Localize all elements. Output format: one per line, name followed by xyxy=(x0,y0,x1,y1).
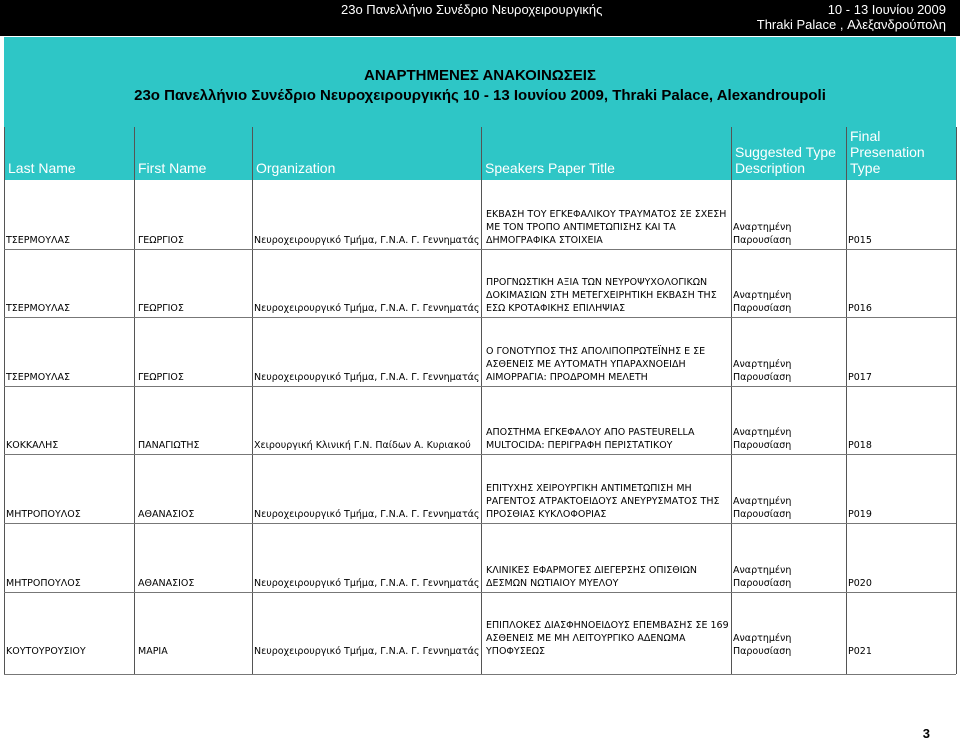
document-title: ΑΝΑΡΤΗΜΕΝΕΣ ΑΝΑΚΟΙΝΩΣΕΙΣ xyxy=(364,67,596,84)
row-divider xyxy=(4,592,956,593)
table-bottom-border xyxy=(4,674,956,675)
header-final-line2: Presenation xyxy=(850,144,925,160)
row-first-name: ΑΘΑΝΑΣΙΟΣ xyxy=(138,509,195,520)
row-last-name: ΤΣΕΡΜΟΥΛΑΣ xyxy=(6,234,71,246)
row-paper-title-line: ΑΣΘΕΝΕΙΣ ΜΕ ΜΗ ΛΕΙΤΟΥΡΓΙΚΟ ΑΔΕΝΩΜΑ xyxy=(486,633,686,645)
row-divider xyxy=(4,317,956,318)
row-paper-title-line: ΔΗΜΟΓΡΑΦΙΚΑ ΣΤΟΙΧΕΙΑ xyxy=(486,234,603,246)
row-first-name: ΓΕΩΡΓΙΟΣ xyxy=(138,234,184,246)
header-final-line3: Type xyxy=(850,160,881,176)
row-suggested-type-line2: Παρουσίαση xyxy=(733,234,792,246)
row-divider xyxy=(4,454,956,455)
row-paper-title-line: ΔΟΚΙΜΑΣΙΩΝ ΣΤΗ ΜΕΤΕΓΧΕΙΡΗΤΙΚΗ ΕΚΒΑΣΗ ΤΗΣ xyxy=(486,290,717,302)
row-paper-title-line: ΑΣΘΕΝΕΙΣ ΜΕ ΑΥΤΟΜΑΤΗ ΥΠΑΡΑΧΝΟΕΙΔΗ xyxy=(486,358,686,370)
row-organization: Νευροχειρουργικό Τμήμα, Γ.Ν.Α. Γ. Γεννηματάς xyxy=(254,371,480,383)
row-organization: Νευροχειρουργικό Τμήμα, Γ.Ν.Α. Γ. Γεννηματάς xyxy=(254,303,480,315)
row-divider xyxy=(4,386,956,387)
row-suggested-type-line1: Αναρτημένη xyxy=(733,221,792,233)
row-organization: Χειρουργική Κλινική Γ.Ν. Παίδων Α. Κυριακού xyxy=(254,440,471,452)
row-divider xyxy=(4,249,956,250)
row-paper-title-line: MULTOCIDA: ΠΕΡΙΓΡΑΦΗ ΠΕΡΙΣΤΑΤΙΚΟΥ xyxy=(486,440,673,452)
row-suggested-type-line2: Παρουσίαση xyxy=(733,440,792,452)
row-last-name: ΜΗΤΡΟΠΟΥΛΟΣ xyxy=(6,577,81,589)
row-organization: Νευροχειρουργικό Τμήμα, Γ.Ν.Α. Γ. Γεννηματάς xyxy=(254,509,480,520)
header-suggested-type xyxy=(735,144,836,176)
row-paper-title-line: ΑΠΟΣΤΗΜΑ ΕΓΚΕΦΑΛΟΥ ΑΠΟ PASTEURELLA xyxy=(486,427,695,439)
row-paper-title-line: ΠΡΟΣΘΙΑΣ ΚΥΚΛΟΦΟΡΙΑΣ xyxy=(486,509,607,520)
row-last-name: ΚΟΚΚΑΛΗΣ xyxy=(6,440,59,452)
row-last-name: ΤΣΕΡΜΟΥΛΑΣ xyxy=(6,303,71,315)
page-top-bar xyxy=(0,0,960,36)
row-suggested-type-line2: Παρουσίαση xyxy=(733,303,792,315)
header-final-type xyxy=(850,128,925,176)
row-final-type: P015 xyxy=(848,234,872,246)
header-last-name: Last Name xyxy=(8,160,76,176)
row-first-name: ΜΑΡΙΑ xyxy=(138,646,168,658)
row-first-name: ΠΑΝΑΓΙΩΤΗΣ xyxy=(138,440,200,452)
header-suggested-line1: Suggested Type xyxy=(735,144,836,160)
row-final-type: P017 xyxy=(848,371,872,383)
conference-name: 23ο Πανελλήνιο Συνέδριο Νευροχειρουργικής xyxy=(341,2,603,17)
row-paper-title-line: ΜΕ ΤΟΝ ΤΡΟΠΟ ΑΝΤΙΜΕΤΩΠΙΣΗΣ ΚΑΙ ΤΑ xyxy=(486,221,676,233)
row-paper-title-line: Ο ΓΟΝΟΤΥΠΟΣ ΤΗΣ ΑΠΟΛΙΠΟΠΡΩΤΕΪΝΗΣ Ε ΣΕ xyxy=(486,345,706,357)
row-divider xyxy=(4,523,956,524)
document-subtitle: 23ο Πανελλήνιο Συνέδριο Νευροχειρουργικής 10 - 13 Ιουνίου 2009, Thraki Palace, Alexandroupoli xyxy=(134,87,826,104)
row-final-type: P018 xyxy=(848,440,872,452)
row-paper-title-line: ΕΚΒΑΣΗ ΤΟΥ ΕΓΚΕΦΑΛΙΚΟΥ ΤΡΑΥΜΑΤΟΣ ΣΕ ΣΧΕΣΗ xyxy=(486,208,727,220)
row-suggested-type-line1: Αναρτημένη xyxy=(733,427,792,439)
row-suggested-type-line2: Παρουσίαση xyxy=(733,371,792,383)
header-suggested-line2: Description xyxy=(735,160,806,176)
conference-date: 10 - 13 Ιουνίου 2009 xyxy=(827,2,946,17)
row-organization: Νευροχειρουργικό Τμήμα, Γ.Ν.Α. Γ. Γεννηματάς xyxy=(254,234,480,246)
row-final-type: P019 xyxy=(848,509,872,520)
table-header xyxy=(4,127,956,180)
row-suggested-type-line1: Αναρτημένη xyxy=(733,564,792,576)
row-paper-title-line: ΥΠΟΦΥΣΕΩΣ xyxy=(486,646,545,658)
row-first-name: ΓΕΩΡΓΙΟΣ xyxy=(138,303,184,315)
row-suggested-type-line1: Αναρτημένη xyxy=(733,496,792,507)
page-number: 3 xyxy=(922,726,930,741)
header-organization: Organization xyxy=(256,160,336,176)
row-paper-title-line: ΔΕΣΜΩΝ ΝΩΤΙΑΙΟΥ ΜΥΕΛΟΥ xyxy=(486,577,619,589)
row-paper-title-line: ΕΣΩ ΚΡΟΤΑΦΙΚΗΣ ΕΠΙΛΗΨΙΑΣ xyxy=(486,303,626,315)
header-final-line1: Final xyxy=(850,128,881,144)
row-suggested-type-line1: Αναρτημένη xyxy=(733,633,792,645)
row-paper-title-line: ΕΠΙΠΛΟΚΕΣ ΔΙΑΣΦΗΝΟΕΙΔΟΥΣ ΕΠΕΜΒΑΣΗΣ ΣΕ 169 xyxy=(486,620,729,632)
row-first-name: ΑΘΑΝΑΣΙΟΣ xyxy=(138,577,195,589)
row-organization: Νευροχειρουργικό Τμήμα, Γ.Ν.Α. Γ. Γεννηματάς xyxy=(254,577,480,589)
row-paper-title-line: ΚΛΙΝΙΚΕΣ ΕΦΑΡΜΟΓΕΣ ΔΙΕΓΕΡΣΗΣ ΟΠΙΣΘΙΩΝ xyxy=(486,564,697,576)
header-first-name: First Name xyxy=(138,160,207,176)
row-suggested-type-line1: Αναρτημένη xyxy=(733,290,792,302)
conference-venue: Thraki Palace , Αλεξανδρούπολη xyxy=(756,17,946,32)
header-paper-title: Speakers Paper Title xyxy=(485,160,615,176)
row-paper-title-line: ΕΠΙΤΥΧΗΣ ΧΕΙΡΟΥΡΓΙΚΗ ΑΝΤΙΜΕΤΩΠΙΣΗ ΜΗ xyxy=(486,483,692,494)
row-suggested-type-line2: Παρουσίαση xyxy=(733,646,792,658)
row-paper-title-line: ΑΙΜΟΡΡΑΓΙΑ: ΠΡΟΔΡΟΜΗ ΜΕΛΕΤΗ xyxy=(486,371,648,383)
column-divider xyxy=(956,127,957,674)
row-last-name: ΤΣΕΡΜΟΥΛΑΣ xyxy=(6,371,71,383)
title-band xyxy=(4,37,956,127)
row-suggested-type-line1: Αναρτημένη xyxy=(733,358,792,370)
row-last-name: ΚΟΥΤΟΥΡΟΥΣΙΟΥ xyxy=(6,646,86,658)
row-final-type: P016 xyxy=(848,303,872,315)
row-suggested-type-line2: Παρουσίαση xyxy=(733,577,792,589)
row-final-type: P021 xyxy=(848,646,872,658)
row-final-type: P020 xyxy=(848,577,872,589)
row-organization: Νευροχειρουργικό Τμήμα, Γ.Ν.Α. Γ. Γεννηματάς xyxy=(254,646,480,658)
row-suggested-type-line2: Παρουσίαση xyxy=(733,509,792,520)
row-paper-title-line: ΠΡΟΓΝΩΣΤΙΚΗ ΑΞΙΑ ΤΩΝ ΝΕΥΡΟΨΥΧΟΛΟΓΙΚΩΝ xyxy=(486,277,708,289)
row-first-name: ΓΕΩΡΓΙΟΣ xyxy=(138,371,184,383)
row-paper-title-line: ΡΑΓΕΝΤΟΣ ΑΤΡΑΚΤΟΕΙΔΟΥΣ ΑΝΕΥΡΥΣΜΑΤΟΣ ΤΗΣ xyxy=(486,496,720,507)
row-last-name: ΜΗΤΡΟΠΟΥΛΟΣ xyxy=(6,509,81,520)
